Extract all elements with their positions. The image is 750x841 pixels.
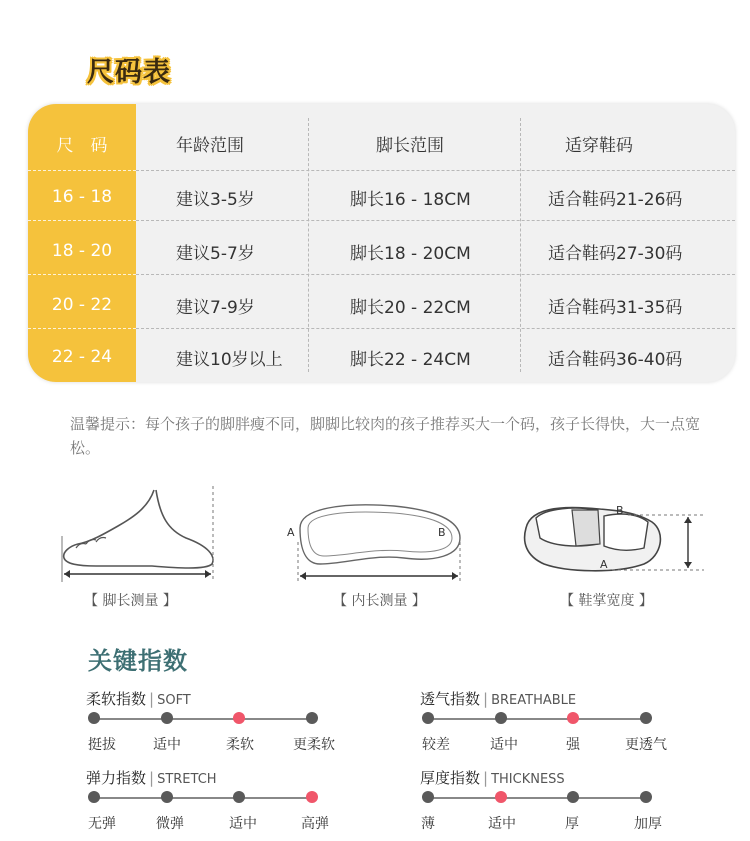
index-english: THICKNESS — [491, 772, 565, 787]
index-track — [94, 718, 314, 720]
scale-label: 高弹 — [301, 816, 329, 832]
index-english: SOFT — [157, 693, 191, 708]
scale-label: 更透气 — [625, 737, 667, 753]
header-size: 尺 码 — [56, 135, 108, 156]
scale-dot — [88, 791, 100, 803]
age-cell: 建议3-5岁 — [176, 189, 255, 210]
size-table — [28, 104, 735, 382]
table-row — [28, 224, 735, 278]
scale-dot — [161, 791, 173, 803]
index-heading: 透气指数 | BREATHABLE — [420, 690, 577, 708]
table-row — [28, 170, 735, 224]
table-row — [28, 278, 735, 332]
mark-b: B — [438, 526, 446, 539]
scale-label: 适中 — [153, 737, 181, 753]
scale-dot-active — [495, 791, 507, 803]
scale-dot — [233, 791, 245, 803]
size-cell: 16 - 18 — [51, 187, 113, 207]
index-name: 柔软指数 — [86, 690, 147, 708]
scale-label: 较差 — [422, 737, 450, 753]
index-name: 弹力指数 — [86, 769, 147, 787]
scale-dot — [161, 712, 173, 724]
scale-label: 柔软 — [226, 737, 254, 753]
scale-label: 适中 — [490, 737, 518, 753]
shoe-size-cell: 适合鞋码27-30码 — [548, 243, 683, 264]
sole-width-label: 【 鞋掌宽度 】 — [560, 593, 653, 609]
scale-dot — [422, 791, 434, 803]
index-thickness — [420, 767, 700, 832]
table-header-row — [28, 116, 735, 170]
key-index-title: 关键指数 — [88, 647, 188, 675]
scale-dot — [306, 712, 318, 724]
size-cell: 20 - 22 — [51, 295, 113, 315]
shoe-size-cell: 适合鞋码31-35码 — [548, 297, 683, 318]
mark-a: A — [600, 558, 608, 571]
foot-side-illustration — [56, 486, 220, 582]
scale-label: 更柔软 — [293, 737, 335, 753]
index-heading: 厚度指数 | THICKNESS — [420, 769, 565, 787]
foot-length-cell: 脚长16 - 18CM — [350, 189, 471, 210]
foot-length-label: 【 脚长测量 】 — [84, 593, 177, 609]
mark-b: B — [616, 504, 624, 517]
index-track — [428, 718, 648, 720]
index-english: STRETCH — [157, 772, 217, 787]
foot-length-cell: 脚长20 - 22CM — [350, 297, 471, 318]
sizing-tip: 温馨提示：每个孩子的脚胖瘦不同，脚脚比较肉的孩子推荐买大一个码，孩子长得快，大一点宽松。 — [70, 415, 701, 457]
scale-label: 挺拔 — [88, 737, 116, 753]
foot-length-cell: 脚长22 - 24CM — [350, 349, 471, 370]
scale-dot — [567, 791, 579, 803]
index-english: BREATHABLE — [491, 693, 577, 708]
index-heading: 弹力指数 | STRETCH — [86, 769, 217, 787]
scale-label: 薄 — [421, 816, 435, 832]
header-shoe-size: 适穿鞋码 — [565, 135, 633, 156]
scale-dot — [422, 712, 434, 724]
index-breathable — [420, 688, 700, 753]
scale-dot — [640, 791, 652, 803]
index-stretch — [86, 767, 366, 832]
shoe-width-illustration — [516, 498, 706, 578]
shoe-size-cell: 适合鞋码36-40码 — [548, 349, 683, 370]
scale-dot-active — [306, 791, 318, 803]
scale-label: 适中 — [488, 816, 516, 832]
insole-illustration — [284, 498, 464, 584]
insole-length-label: 【 内长测量 】 — [333, 593, 426, 609]
size-chart-title: 尺码表 — [87, 57, 171, 88]
index-name: 透气指数 — [420, 690, 481, 708]
table-row — [28, 330, 735, 382]
scale-dot — [640, 712, 652, 724]
scale-label: 加厚 — [634, 816, 662, 832]
scale-label: 适中 — [229, 816, 257, 832]
index-soft — [86, 688, 366, 753]
size-cell: 18 - 20 — [51, 241, 113, 261]
shoe-size-cell: 适合鞋码21-26码 — [548, 189, 683, 210]
age-cell: 建议10岁以上 — [176, 349, 283, 370]
mark-a: A — [287, 526, 295, 539]
scale-dot-active — [567, 712, 579, 724]
index-track — [94, 797, 314, 799]
scale-dot-active — [233, 712, 245, 724]
scale-label: 微弹 — [156, 816, 184, 832]
age-cell: 建议7-9岁 — [176, 297, 255, 318]
scale-label: 无弹 — [88, 816, 116, 832]
scale-label: 厚 — [565, 816, 579, 832]
scale-label: 强 — [566, 737, 580, 753]
scale-dot — [495, 712, 507, 724]
scale-dot — [88, 712, 100, 724]
foot-length-cell: 脚长18 - 20CM — [350, 243, 471, 264]
header-age: 年龄范围 — [176, 135, 244, 156]
header-foot-length: 脚长范围 — [376, 135, 444, 156]
size-cell: 22 - 24 — [51, 347, 113, 367]
age-cell: 建议5-7岁 — [176, 243, 255, 264]
index-name: 厚度指数 — [420, 769, 481, 787]
index-heading: 柔软指数 | SOFT — [86, 690, 191, 708]
index-track — [428, 797, 648, 799]
